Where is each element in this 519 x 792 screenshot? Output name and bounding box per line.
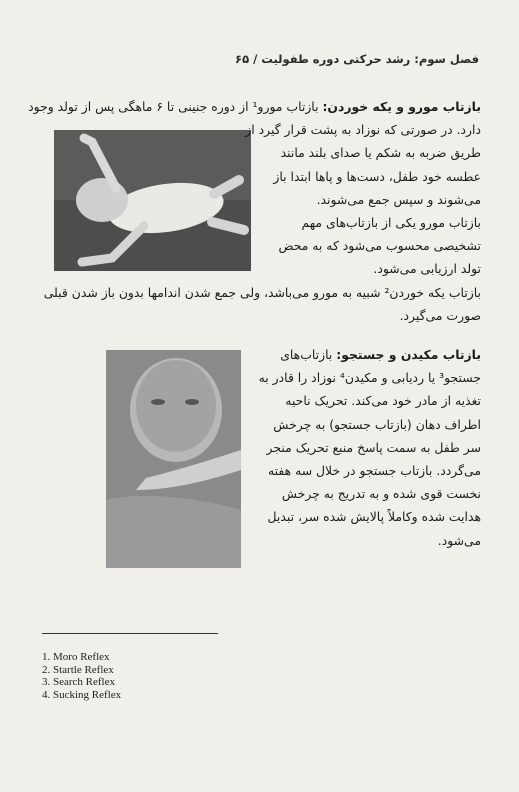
section-1-line: طریق ضربه به شکم یا صدای بلند مانند <box>280 145 481 161</box>
footnote-item: 2. Startle Reflex <box>42 663 114 676</box>
rooting-sucking-heading: بازتاب مکیدن و جستجو: <box>336 347 481 362</box>
section-2-line: تغذیه از مادر خود می‌کند. تحریک ناحیه <box>285 393 481 409</box>
section-1-line-1: بازتاب مورو و یکه خوردن: بازتاب مورو¹ از دوره جنینی تا ۶ ماهگی پس از تولد وجود <box>28 99 481 114</box>
section-1-line: بازتاب مورو یکی از بازتاب‌های مهم <box>301 215 481 231</box>
section-1-line: تشخیصی محسوب می‌شود که به محض <box>278 238 481 254</box>
section-2-line: می‌گردد. بازتاب جستجو در خلال سه هفته <box>267 463 481 479</box>
footnote-separator <box>42 633 218 634</box>
section-1-line: بازتاب یکه خوردن² شبیه به مورو می‌باشد، ولی جمع شدن اندامها بدون باز شدن قبلی <box>43 284 481 300</box>
section-2-line: هدایت شده وکاملاً پالایش شده سر، تبدیل <box>267 509 481 525</box>
section-2-line: اطراف دهان (بازتاب جستجو) به چرخش <box>273 416 481 432</box>
section-2-line: سر طفل به سمت پاسخ منبع تحریک منجر <box>266 439 481 455</box>
moro-startle-heading: بازتاب مورو و یکه خوردن: <box>322 99 481 114</box>
section-1-line: دارد. در صورتی که نوزاد به پشت قرار گیرد از <box>245 122 481 138</box>
footnote-item: 3. Search Reflex <box>42 676 115 689</box>
section-2-line: نخست قوی شده و به تدریج به چرخش <box>281 486 481 502</box>
running-header: فصل سوم: رشد حرکتی دوره طفولیت / ۶۵ <box>235 52 479 66</box>
footnote-item: 1. Moro Reflex <box>42 651 110 663</box>
moro-startle-section <box>28 95 481 327</box>
section-1-line: تولد ارزیابی می‌شود. <box>373 261 481 277</box>
rooting-sucking-section <box>258 343 481 552</box>
section-1-line: صورت می‌گیرد. <box>399 307 481 323</box>
section-1-line: می‌شوند و سپس جمع می‌شوند. <box>316 191 481 207</box>
footnotes <box>42 651 121 701</box>
section-2-line-1: بازتاب مکیدن و جستجو: بازتاب‌های <box>280 347 481 362</box>
infant-rooting-reflex-photo <box>106 350 241 568</box>
section-1-line: عطسه خود طفل، دست‌ها و پاها ابتدا باز <box>273 168 481 184</box>
section-2-line: می‌شود. <box>437 532 481 548</box>
footnote-item: 4. Sucking Reflex <box>42 688 122 701</box>
section-2-line: جستجو³ یا ردیابی و مکیدن⁴ نوزاد را قادر به <box>258 370 481 386</box>
